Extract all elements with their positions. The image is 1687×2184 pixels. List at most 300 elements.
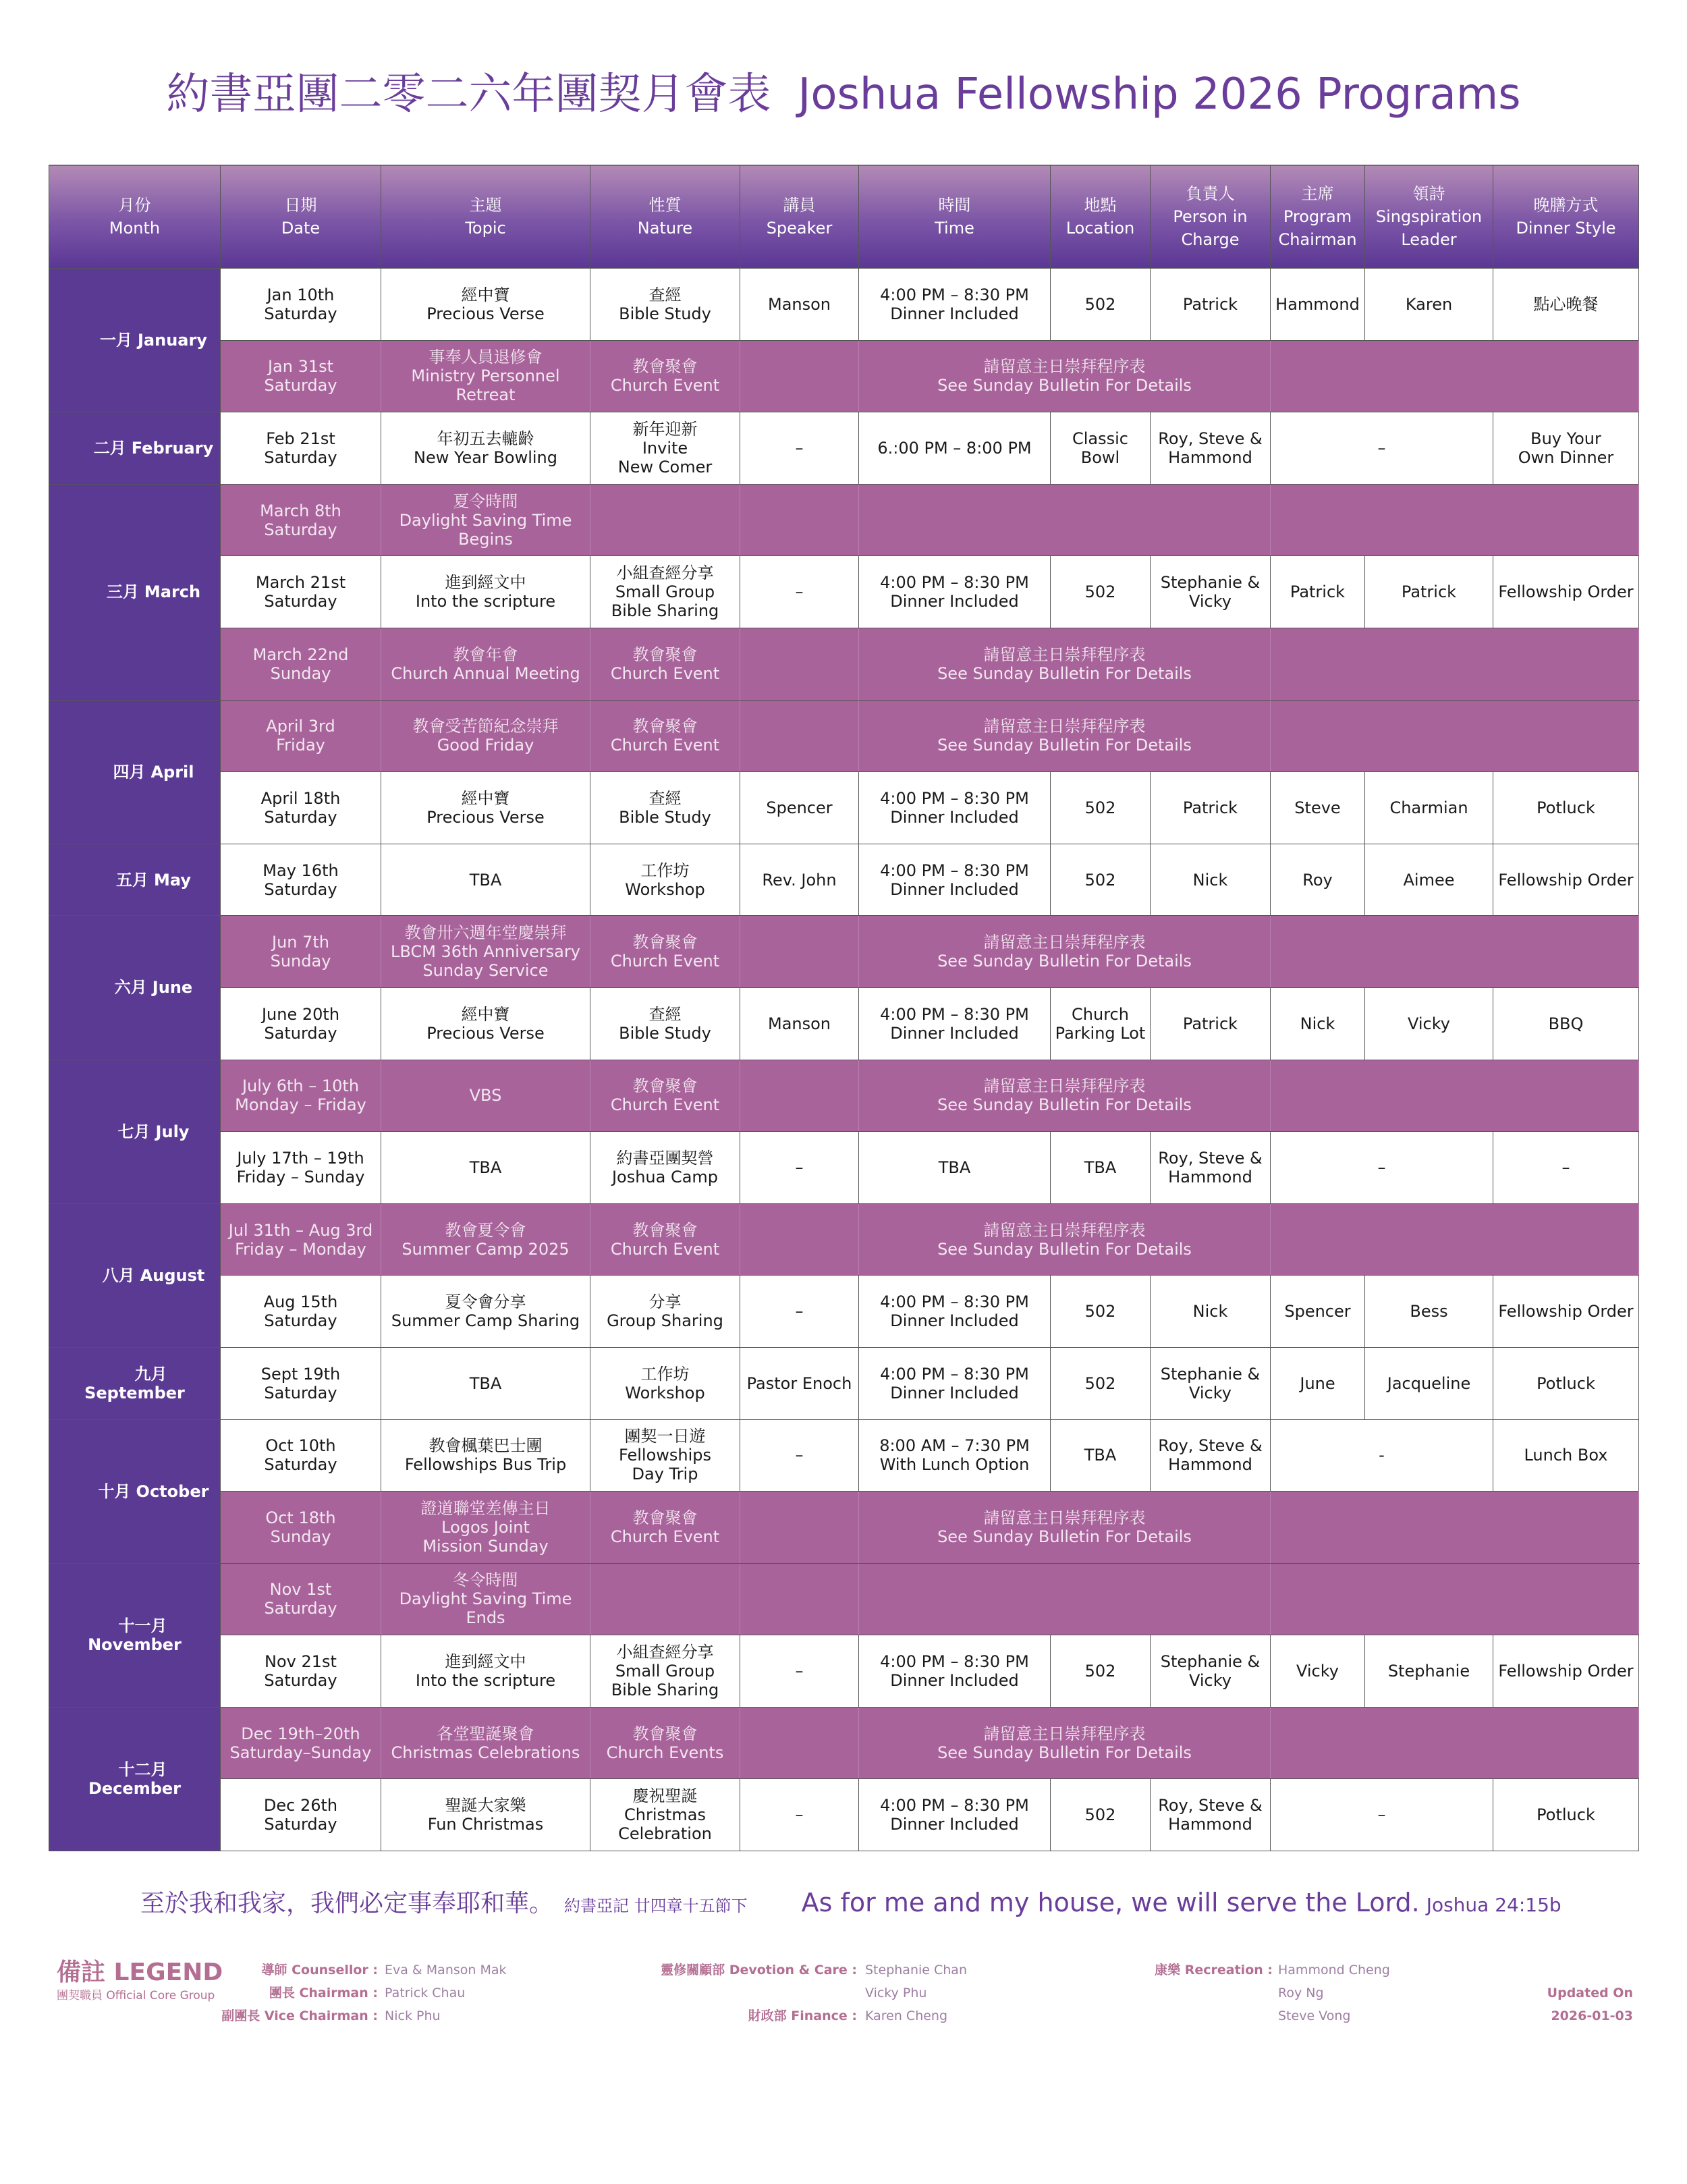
speaker-cell-text: Manson xyxy=(767,294,831,314)
date-cell xyxy=(221,772,381,844)
topic-cell xyxy=(381,340,590,412)
chairman-singspiration-cell xyxy=(1271,1779,1493,1851)
speaker-cell xyxy=(740,556,859,628)
date-cell-text: March 21st Saturday xyxy=(255,573,346,611)
speaker-cell xyxy=(740,916,859,988)
date-cell-text: Sept 19th Saturday xyxy=(260,1364,341,1402)
speaker-cell-text: – xyxy=(795,1446,804,1465)
month-zh: 五月 xyxy=(116,870,148,890)
recreation-value-1: Hammond Cheng xyxy=(1278,1963,1390,1977)
chairman-cell xyxy=(1271,269,1365,341)
person-in-charge-cell-text: Roy, Steve & Hammond xyxy=(1158,1796,1263,1834)
topic-cell-text: 進到經文中 Into the scripture xyxy=(415,573,556,611)
location-cell xyxy=(1051,1347,1151,1419)
date-cell-text: Jul 31th – Aug 3rd Friday – Monday xyxy=(228,1220,373,1259)
month-en: February xyxy=(131,438,214,458)
dinner-cell-text: Fellowship Order xyxy=(1498,582,1634,602)
chairman-cell xyxy=(1271,1635,1365,1708)
topic-cell-text: VBS xyxy=(469,1086,502,1105)
speaker-cell xyxy=(740,987,859,1060)
nature-cell xyxy=(590,987,740,1060)
speaker-cell xyxy=(740,1707,859,1779)
speaker-cell xyxy=(740,1060,859,1132)
speaker-cell xyxy=(740,1132,859,1204)
vice-chairman-value: Nick Phu xyxy=(385,2009,441,2023)
nature-cell-text: 團契一日遊 Fellowships Day Trip xyxy=(618,1427,712,1484)
topic-cell xyxy=(381,987,590,1060)
time-cell xyxy=(859,1779,1051,1851)
program-row xyxy=(49,772,1639,844)
person-in-charge-cell xyxy=(1151,1419,1271,1492)
singspiration-cell-text: Patrick xyxy=(1401,582,1457,602)
location-cell-text: TBA xyxy=(1084,1157,1117,1177)
topic-cell-text: 夏令會分享 Summer Camp Sharing xyxy=(391,1292,580,1331)
title-en: Joshua Fellowship 2026 Programs xyxy=(798,70,1521,119)
month-en: August xyxy=(140,1265,205,1285)
person-in-charge-cell-text: Nick xyxy=(1192,1302,1228,1321)
chairman-cell-text: Steve xyxy=(1294,798,1341,817)
date-cell-text: Nov 21st Saturday xyxy=(264,1652,337,1691)
column-header xyxy=(740,165,859,269)
month-zh: 七月 xyxy=(117,1122,150,1141)
date-cell-text: Oct 10th Saturday xyxy=(264,1436,337,1475)
event-notice-cell xyxy=(859,916,1271,988)
topic-cell xyxy=(381,844,590,916)
person-in-charge-cell xyxy=(1151,556,1271,628)
person-in-charge-cell xyxy=(1151,1132,1271,1204)
legend xyxy=(0,1952,1687,2046)
dinner-cell-text: Buy Your Own Dinner xyxy=(1518,429,1614,467)
church-event-row xyxy=(49,700,1639,772)
time-cell xyxy=(859,1132,1051,1204)
church-event-row xyxy=(49,1203,1639,1276)
header-row xyxy=(49,165,1639,269)
nature-cell-text: 查經 Bible Study xyxy=(619,285,711,323)
topic-cell-text: 年初五去轆齡 New Year Bowling xyxy=(414,429,557,467)
event-blank-cell xyxy=(859,484,1271,556)
chairman-singspiration-cell-text: – xyxy=(1377,438,1386,458)
singspiration-cell-text: Karen xyxy=(1405,294,1453,314)
topic-cell-text: 夏令時間 Daylight Saving Time Begins xyxy=(399,491,572,549)
chairman-label: 團長 Chairman : xyxy=(269,1986,378,2000)
time-cell-text: 4:00 PM – 8:30 PM Dinner Included xyxy=(880,1292,1029,1331)
time-cell xyxy=(859,1347,1051,1419)
dinner-cell xyxy=(1493,269,1639,341)
church-event-row xyxy=(49,1563,1639,1635)
speaker-cell-text: – xyxy=(795,438,804,458)
topic-cell xyxy=(381,1203,590,1276)
time-cell-text: 4:00 PM – 8:30 PM Dinner Included xyxy=(880,285,1029,323)
legend-subtitle: 團契職員 Official Core Group xyxy=(57,1989,215,2002)
chairman-cell xyxy=(1271,1276,1365,1348)
topic-cell-text: 教會夏令會 Summer Camp 2025 xyxy=(402,1220,570,1259)
person-in-charge-cell-text: Patrick xyxy=(1182,1014,1238,1033)
location-cell xyxy=(1051,772,1151,844)
event-notice-cell-text: 請留意主日崇拜程序表 See Sunday Bulletin For Details xyxy=(937,1508,1192,1546)
time-cell-text: 4:00 PM – 8:30 PM Dinner Included xyxy=(880,573,1029,611)
nature-cell xyxy=(590,1707,740,1779)
speaker-cell-text: – xyxy=(795,1157,804,1177)
speaker-cell xyxy=(740,844,859,916)
date-cell xyxy=(221,916,381,988)
column-header-zh: 領詩 xyxy=(1412,184,1445,203)
month-zh: 八月 xyxy=(102,1265,135,1285)
nature-cell-text: 查經 Bible Study xyxy=(619,1004,711,1043)
time-cell xyxy=(859,1635,1051,1708)
month-zh: 九月 xyxy=(134,1364,167,1384)
singspiration-cell xyxy=(1365,987,1493,1060)
month-cell xyxy=(49,700,221,844)
church-event-row xyxy=(49,340,1639,412)
column-header xyxy=(221,165,381,269)
church-event-row xyxy=(49,484,1639,556)
church-event-row xyxy=(49,1492,1639,1564)
month-cell xyxy=(49,1419,221,1563)
nature-cell xyxy=(590,340,740,412)
church-event-row xyxy=(49,916,1639,988)
programs-table xyxy=(49,165,1639,1851)
topic-cell-text: 聖誕大家樂 Fun Christmas xyxy=(427,1796,544,1834)
speaker-cell-text: – xyxy=(795,1805,804,1825)
nature-cell xyxy=(590,1276,740,1348)
nature-cell xyxy=(590,1132,740,1204)
date-cell-text: Nov 1st Saturday xyxy=(264,1580,337,1618)
month-cell xyxy=(49,1060,221,1203)
chairman-cell-text: Roy xyxy=(1302,870,1333,890)
column-header-zh: 負責人 xyxy=(1186,184,1235,203)
event-notice-cell-text: 請留意主日崇拜程序表 See Sunday Bulletin For Details xyxy=(937,1724,1192,1762)
nature-cell-text: 慶祝聖誕 Christmas Celebration xyxy=(618,1786,712,1844)
dinner-cell xyxy=(1493,987,1639,1060)
event-blank-cell xyxy=(1271,1203,1639,1276)
dinner-cell-text: Potluck xyxy=(1537,798,1595,817)
nature-cell-text: 分享 Group Sharing xyxy=(607,1292,723,1331)
month-en: July xyxy=(155,1122,190,1141)
column-header-zh: 日期 xyxy=(284,196,317,215)
nature-cell xyxy=(590,556,740,628)
column-header xyxy=(1365,165,1493,269)
program-row xyxy=(49,1419,1639,1492)
dinner-cell xyxy=(1493,1779,1639,1851)
column-header xyxy=(859,165,1051,269)
chairman-cell-text: Vicky xyxy=(1296,1662,1339,1681)
chairman-cell xyxy=(1271,772,1365,844)
page-title xyxy=(0,59,1687,121)
month-cell xyxy=(49,1563,221,1707)
speaker-cell-text: Manson xyxy=(767,1014,831,1033)
singspiration-cell-text: Vicky xyxy=(1408,1014,1450,1033)
devotion-label: 靈修關顧部 Devotion & Care : xyxy=(661,1963,857,1977)
topic-cell-text: 教會受苦節紀念崇拜 Good Friday xyxy=(412,717,559,755)
speaker-cell xyxy=(740,628,859,700)
nature-cell xyxy=(590,1635,740,1708)
dinner-cell xyxy=(1493,772,1639,844)
date-cell-text: April 3rd Friday xyxy=(266,717,335,755)
event-notice-cell-text: 請留意主日崇拜程序表 See Sunday Bulletin For Details xyxy=(937,933,1192,971)
singspiration-cell xyxy=(1365,1276,1493,1348)
singspiration-cell xyxy=(1365,844,1493,916)
event-notice-cell-text: 請留意主日崇拜程序表 See Sunday Bulletin For Details xyxy=(937,645,1192,683)
date-cell xyxy=(221,700,381,772)
speaker-cell xyxy=(740,1635,859,1708)
vice-chairman-label: 副團長 Vice Chairman : xyxy=(221,2009,378,2023)
nature-cell-text: 工作坊 Workshop xyxy=(625,1364,705,1402)
nature-cell-text: 教會聚會 Church Events xyxy=(606,1724,724,1762)
speaker-cell xyxy=(740,1347,859,1419)
program-row xyxy=(49,1779,1639,1851)
column-header-en: Month xyxy=(109,219,161,238)
dinner-cell-text: BBQ xyxy=(1548,1014,1584,1033)
date-cell xyxy=(221,412,381,485)
quote-zh-ref: 約書亞記 廿四章十五節下 xyxy=(564,1896,748,1915)
event-notice-cell-text: 請留意主日崇拜程序表 See Sunday Bulletin For Details xyxy=(937,1076,1192,1115)
time-cell-text: 4:00 PM – 8:30 PM Dinner Included xyxy=(880,1652,1029,1691)
event-blank-cell xyxy=(1271,1060,1639,1132)
column-header xyxy=(1051,165,1151,269)
nature-cell xyxy=(590,1419,740,1492)
dinner-cell xyxy=(1493,1419,1639,1492)
location-cell xyxy=(1051,987,1151,1060)
column-header-en: Singspiration Leader xyxy=(1375,207,1483,249)
column-header-en: Date xyxy=(281,219,321,238)
time-cell xyxy=(859,412,1051,485)
topic-cell-text: 冬令時間 Daylight Saving Time Ends xyxy=(399,1571,572,1628)
location-cell xyxy=(1051,1779,1151,1851)
table-body xyxy=(49,269,1639,1851)
singspiration-cell-text: Stephanie xyxy=(1387,1662,1470,1681)
event-blank-cell xyxy=(1271,700,1639,772)
topic-cell xyxy=(381,1635,590,1708)
time-cell-text: 8:00 AM – 7:30 PM With Lunch Option xyxy=(879,1436,1030,1475)
dinner-cell-text: Fellowship Order xyxy=(1498,870,1634,890)
program-row xyxy=(49,844,1639,916)
topic-cell xyxy=(381,1132,590,1204)
nature-cell-text: 查經 Bible Study xyxy=(619,788,711,827)
person-in-charge-cell-text: Patrick xyxy=(1182,798,1238,817)
column-header-zh: 月份 xyxy=(118,196,151,215)
month-cell xyxy=(49,844,221,916)
chairman-cell xyxy=(1271,556,1365,628)
devotion-value-1: Stephanie Chan xyxy=(865,1963,967,1977)
speaker-cell-text: – xyxy=(795,582,804,602)
chairman-cell-text: Nick xyxy=(1300,1014,1335,1033)
topic-cell-text: 經中寶 Precious Verse xyxy=(426,285,545,323)
nature-cell-text: 約書亞團契營 Joshua Camp xyxy=(611,1148,719,1186)
month-zh: 四月 xyxy=(113,762,146,782)
chairman-cell xyxy=(1271,987,1365,1060)
topic-cell-text: 各堂聖誕聚會 Christmas Celebrations xyxy=(391,1724,580,1762)
date-cell-text: April 18th Saturday xyxy=(260,788,341,827)
topic-cell xyxy=(381,556,590,628)
person-in-charge-cell xyxy=(1151,772,1271,844)
time-cell xyxy=(859,556,1051,628)
column-header-en: Program Chairman xyxy=(1278,207,1357,249)
chairman-singspiration-cell xyxy=(1271,1419,1493,1492)
location-cell-text: 502 xyxy=(1084,870,1116,890)
program-row xyxy=(49,1635,1639,1708)
person-in-charge-cell-text: Roy, Steve & Hammond xyxy=(1158,1436,1263,1475)
column-header-en: Person in Charge xyxy=(1173,207,1248,249)
program-row xyxy=(49,1132,1639,1204)
date-cell-text: May 16th Saturday xyxy=(262,861,339,899)
date-cell xyxy=(221,987,381,1060)
nature-cell xyxy=(590,412,740,485)
time-cell xyxy=(859,1419,1051,1492)
speaker-cell xyxy=(740,1203,859,1276)
column-header-zh: 地點 xyxy=(1084,196,1117,215)
chairman-cell-text: Spencer xyxy=(1284,1302,1351,1321)
date-cell xyxy=(221,1492,381,1564)
event-notice-cell xyxy=(859,340,1271,412)
date-cell-text: Jun 7th Sunday xyxy=(270,933,331,971)
nature-cell-text: 新年迎新 Invite New Comer xyxy=(617,419,713,476)
date-cell xyxy=(221,269,381,341)
topic-cell xyxy=(381,1563,590,1635)
date-cell-text: Oct 18th Sunday xyxy=(265,1508,336,1546)
counsellor-value: Eva & Manson Mak xyxy=(385,1963,507,1977)
quote-zh: 至於我和我家，我們必定事奉耶和華。 xyxy=(140,1890,554,1917)
month-cell xyxy=(49,1347,221,1419)
event-notice-cell xyxy=(859,1203,1271,1276)
topic-cell xyxy=(381,1492,590,1564)
nature-cell xyxy=(590,1347,740,1419)
chairman-singspiration-cell-text: – xyxy=(1377,1805,1386,1825)
time-cell xyxy=(859,987,1051,1060)
location-cell xyxy=(1051,844,1151,916)
bible-quote xyxy=(140,1884,1625,1919)
recreation-label: 康樂 Recreation : xyxy=(1155,1963,1273,1977)
singspiration-cell-text: Aimee xyxy=(1403,870,1455,890)
column-header xyxy=(1271,165,1365,269)
topic-cell-text: TBA xyxy=(469,870,502,890)
event-blank-cell xyxy=(859,1563,1271,1635)
time-cell xyxy=(859,269,1051,341)
person-in-charge-cell-text: Stephanie & Vicky xyxy=(1160,1652,1261,1691)
topic-cell-text: 教會楓葉巴士團 Fellowships Bus Trip xyxy=(404,1436,567,1475)
date-cell-text: Dec 26th Saturday xyxy=(263,1796,338,1834)
date-cell xyxy=(221,1563,381,1635)
month-en: June xyxy=(152,978,193,998)
chairman-singspiration-cell-text: – xyxy=(1377,1157,1386,1177)
singspiration-cell xyxy=(1365,1635,1493,1708)
column-header-zh: 時間 xyxy=(938,196,971,215)
column-header-zh: 主席 xyxy=(1301,184,1334,203)
person-in-charge-cell xyxy=(1151,1276,1271,1348)
nature-cell-text: 小組查經分享 Small Group Bible Sharing xyxy=(611,1643,719,1700)
column-header-zh: 性質 xyxy=(648,196,682,215)
topic-cell-text: 經中寶 Precious Verse xyxy=(426,1004,545,1043)
location-cell xyxy=(1051,269,1151,341)
devotion-value-2: Vicky Phu xyxy=(865,1986,927,2000)
month-en: December xyxy=(88,1778,181,1798)
person-in-charge-cell xyxy=(1151,844,1271,916)
program-row xyxy=(49,987,1639,1060)
column-header-zh: 主題 xyxy=(469,196,502,215)
nature-cell xyxy=(590,1203,740,1276)
dinner-cell-text: Fellowship Order xyxy=(1498,1302,1634,1321)
date-cell xyxy=(221,1635,381,1708)
dinner-cell xyxy=(1493,844,1639,916)
time-cell-text: 6.:00 PM – 8:00 PM xyxy=(877,438,1032,458)
nature-cell-text: 教會聚會 Church Event xyxy=(610,1508,720,1546)
month-zh: 六月 xyxy=(114,978,147,998)
event-notice-cell-text: 請留意主日崇拜程序表 See Sunday Bulletin For Details xyxy=(937,1220,1192,1259)
nature-cell xyxy=(590,484,740,556)
nature-cell xyxy=(590,269,740,341)
chairman-singspiration-cell xyxy=(1271,412,1493,485)
title-zh: 約書亞團二零二六年團契月會表 xyxy=(166,70,771,119)
dinner-cell-text: Potluck xyxy=(1537,1805,1595,1825)
nature-cell-text: 小組查經分享 Small Group Bible Sharing xyxy=(611,564,719,621)
nature-cell xyxy=(590,844,740,916)
month-cell xyxy=(49,1707,221,1851)
topic-cell xyxy=(381,1419,590,1492)
column-header xyxy=(49,165,221,269)
event-blank-cell xyxy=(1271,916,1639,988)
dinner-cell-text: Potluck xyxy=(1537,1373,1595,1393)
church-event-row xyxy=(49,628,1639,700)
nature-cell xyxy=(590,700,740,772)
singspiration-cell xyxy=(1365,1347,1493,1419)
date-cell-text: June 20th Saturday xyxy=(261,1004,340,1043)
nature-cell-text: 教會聚會 Church Event xyxy=(610,933,720,971)
topic-cell xyxy=(381,412,590,485)
topic-cell xyxy=(381,484,590,556)
chairman-cell xyxy=(1271,1347,1365,1419)
program-row xyxy=(49,1347,1639,1419)
dinner-cell-text: – xyxy=(1561,1157,1570,1177)
date-cell-text: July 6th – 10th Monday – Friday xyxy=(235,1076,366,1115)
chairman-cell xyxy=(1271,844,1365,916)
date-cell xyxy=(221,844,381,916)
chairman-cell-text: June xyxy=(1300,1373,1335,1393)
topic-cell-text: 教會年會 Church Annual Meeting xyxy=(391,645,580,683)
time-cell-text: 4:00 PM – 8:30 PM Dinner Included xyxy=(880,861,1029,899)
nature-cell xyxy=(590,1492,740,1564)
program-row xyxy=(49,1276,1639,1348)
location-cell-text: 502 xyxy=(1084,798,1116,817)
topic-cell xyxy=(381,1779,590,1851)
chairman-cell-text: Hammond xyxy=(1275,294,1360,314)
month-en: January xyxy=(138,331,207,350)
location-cell xyxy=(1051,412,1151,485)
dinner-cell xyxy=(1493,556,1639,628)
quote-en-ref: Joshua 24:15b xyxy=(1426,1894,1561,1916)
speaker-cell-text: – xyxy=(795,1302,804,1321)
event-notice-cell xyxy=(859,700,1271,772)
event-notice-cell xyxy=(859,1060,1271,1132)
column-header-en: Speaker xyxy=(766,219,833,238)
person-in-charge-cell xyxy=(1151,1347,1271,1419)
location-cell xyxy=(1051,1635,1151,1708)
column-header xyxy=(590,165,740,269)
location-cell xyxy=(1051,1419,1151,1492)
date-cell xyxy=(221,1060,381,1132)
location-cell-text: 502 xyxy=(1084,582,1116,602)
speaker-cell xyxy=(740,1563,859,1635)
location-cell xyxy=(1051,1276,1151,1348)
time-cell xyxy=(859,1276,1051,1348)
column-header-en: Topic xyxy=(465,219,506,238)
recreation-value-2: Roy Ng xyxy=(1278,1986,1324,2000)
dinner-cell xyxy=(1493,412,1639,485)
month-cell xyxy=(49,269,221,412)
nature-cell xyxy=(590,628,740,700)
updated-label: Updated On xyxy=(1547,1986,1633,2000)
event-notice-cell xyxy=(859,1707,1271,1779)
person-in-charge-cell-text: Stephanie & Vicky xyxy=(1160,1364,1261,1402)
column-header-zh: 講員 xyxy=(783,196,816,215)
